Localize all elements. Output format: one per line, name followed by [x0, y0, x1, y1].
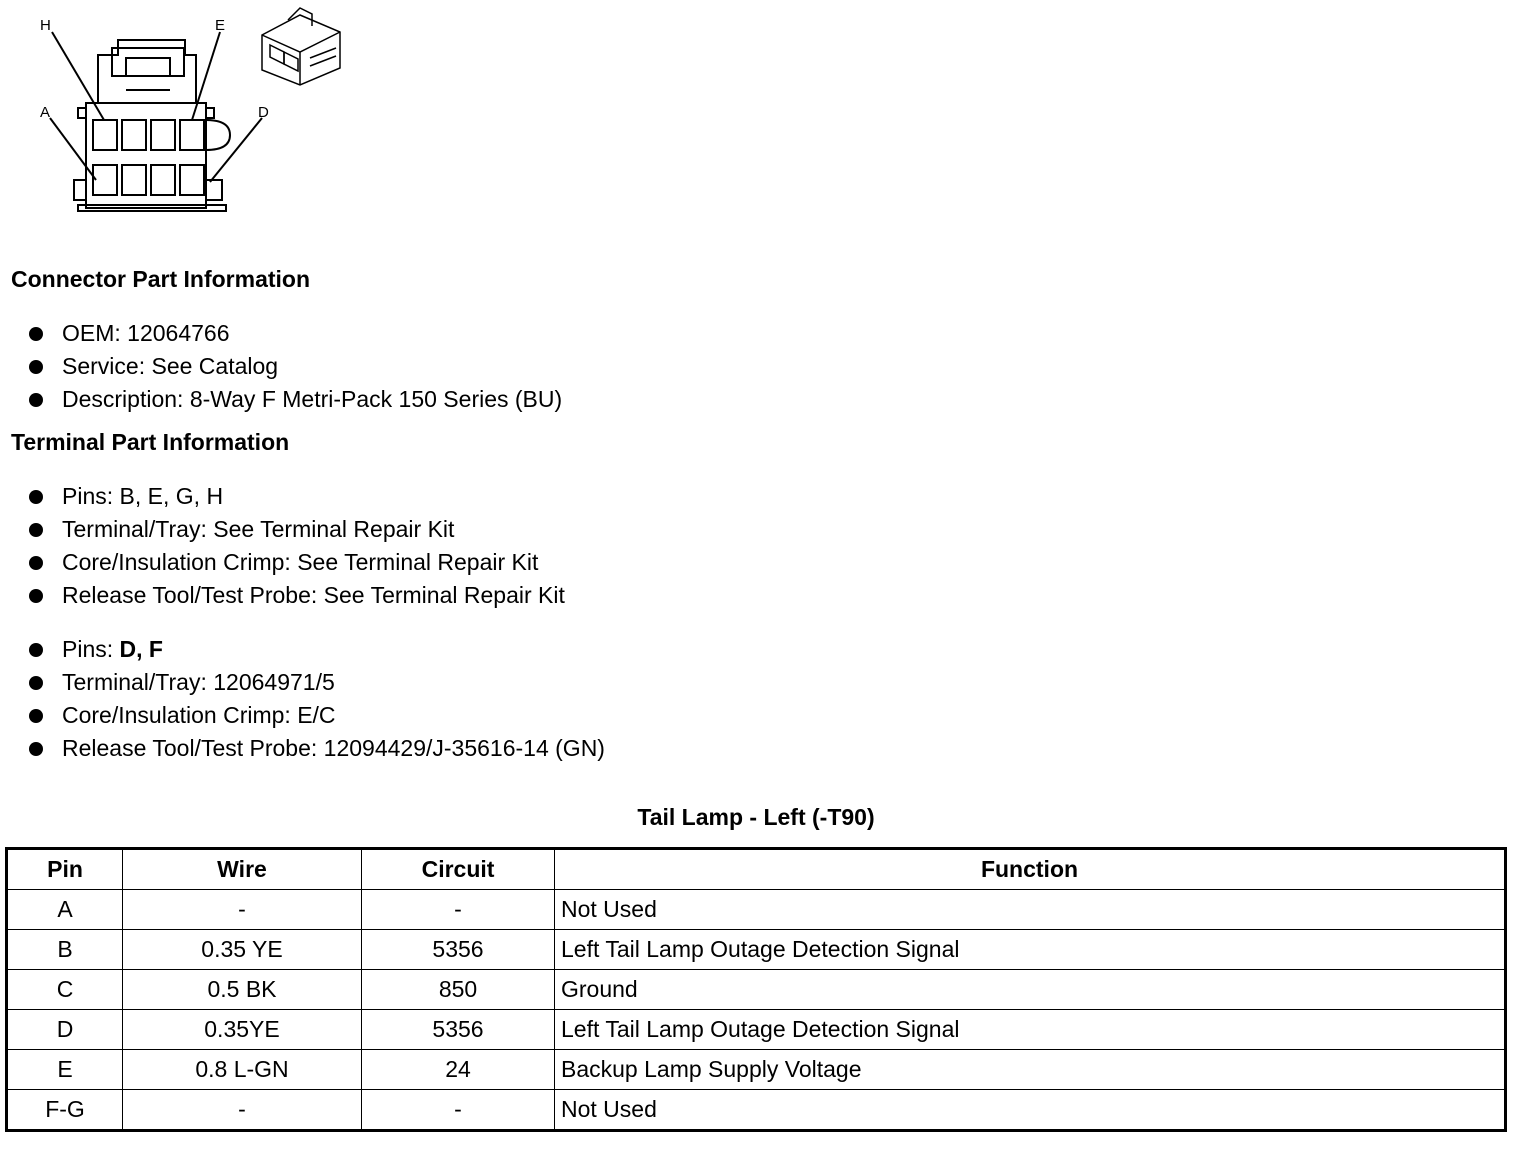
table-row [7, 1010, 1506, 1050]
table-row [7, 970, 1506, 1010]
connector-part-heading: Connector Part Information [11, 266, 311, 292]
cell-wire: - [123, 1090, 362, 1131]
list-item: Description: 8-Way F Metri-Pack 150 Series (BU) [0, 383, 562, 416]
cell-wire: 0.8 L-GN [123, 1050, 362, 1090]
list-item: Core/Insulation Crimp: E/C [0, 699, 605, 732]
bullet-icon [29, 742, 43, 756]
connector-isometric-icon [262, 8, 340, 85]
bullet-icon [29, 327, 43, 341]
list-item: Terminal/Tray: 12064971/5 [0, 666, 605, 699]
header-function: Function [555, 849, 1506, 890]
bullet-icon [29, 676, 43, 690]
cell-pin: E [7, 1050, 123, 1090]
connector-part-list [0, 317, 562, 416]
bullet-icon [29, 709, 43, 723]
cell-function: Left Tail Lamp Outage Detection Signal [555, 1010, 1506, 1050]
cell-pin: F-G [7, 1090, 123, 1131]
list-item: OEM: 12064766 [0, 317, 562, 350]
pin-label-h: H [40, 17, 51, 34]
pin-label-e: E [215, 17, 226, 34]
bullet-icon [29, 523, 43, 537]
pin-label-d: D [258, 104, 269, 121]
list-item: Pins: B, E, G, H [0, 480, 565, 513]
table-row [7, 1050, 1506, 1090]
list-item: Core/Insulation Crimp: See Terminal Repair Kit [0, 546, 565, 579]
cell-pin: D [7, 1010, 123, 1050]
bullet-icon [29, 393, 43, 407]
table-row [7, 930, 1506, 970]
list-item: Service: See Catalog [0, 350, 562, 383]
cell-wire: - [123, 890, 362, 930]
table-row [7, 1090, 1506, 1131]
terminal-part-list-2 [0, 633, 605, 765]
table-row [7, 890, 1506, 930]
bullet-icon [29, 360, 43, 374]
header-circuit: Circuit [362, 849, 555, 890]
pin-table [5, 847, 1507, 1132]
cell-wire: 0.35YE [123, 1010, 362, 1050]
cell-circuit: 5356 [362, 1010, 555, 1050]
cell-wire: 0.35 YE [123, 930, 362, 970]
bullet-icon [29, 490, 43, 504]
cell-function: Not Used [555, 1090, 1506, 1131]
cell-circuit: - [362, 890, 555, 930]
list-item: Release Tool/Test Probe: 12094429/J-35616-14 (GN) [0, 732, 605, 765]
connector-diagram [0, 0, 360, 225]
cell-function: Backup Lamp Supply Voltage [555, 1050, 1506, 1090]
cell-function: Ground [555, 970, 1506, 1010]
cell-pin: A [7, 890, 123, 930]
table-header-row [7, 849, 1506, 890]
cell-function: Not Used [555, 890, 1506, 930]
cell-pin: C [7, 970, 123, 1010]
bullet-icon [29, 643, 43, 657]
cell-circuit: 24 [362, 1050, 555, 1090]
bullet-icon [29, 556, 43, 570]
cell-function: Left Tail Lamp Outage Detection Signal [555, 930, 1506, 970]
list-item: Pins: D, F [0, 633, 605, 666]
list-item: Release Tool/Test Probe: See Terminal Repair Kit [0, 579, 565, 612]
list-item: Terminal/Tray: See Terminal Repair Kit [0, 513, 565, 546]
bullet-icon [29, 589, 43, 603]
cell-circuit: - [362, 1090, 555, 1131]
terminal-part-list-1 [0, 480, 565, 612]
cell-circuit: 5356 [362, 930, 555, 970]
terminal-part-heading: Terminal Part Information [11, 429, 290, 455]
header-pin: Pin [7, 849, 123, 890]
header-wire: Wire [123, 849, 362, 890]
cell-pin: B [7, 930, 123, 970]
cell-wire: 0.5 BK [123, 970, 362, 1010]
cell-circuit: 850 [362, 970, 555, 1010]
table-title: Tail Lamp - Left (-T90) [637, 804, 875, 830]
pin-label-a: A [40, 104, 51, 121]
